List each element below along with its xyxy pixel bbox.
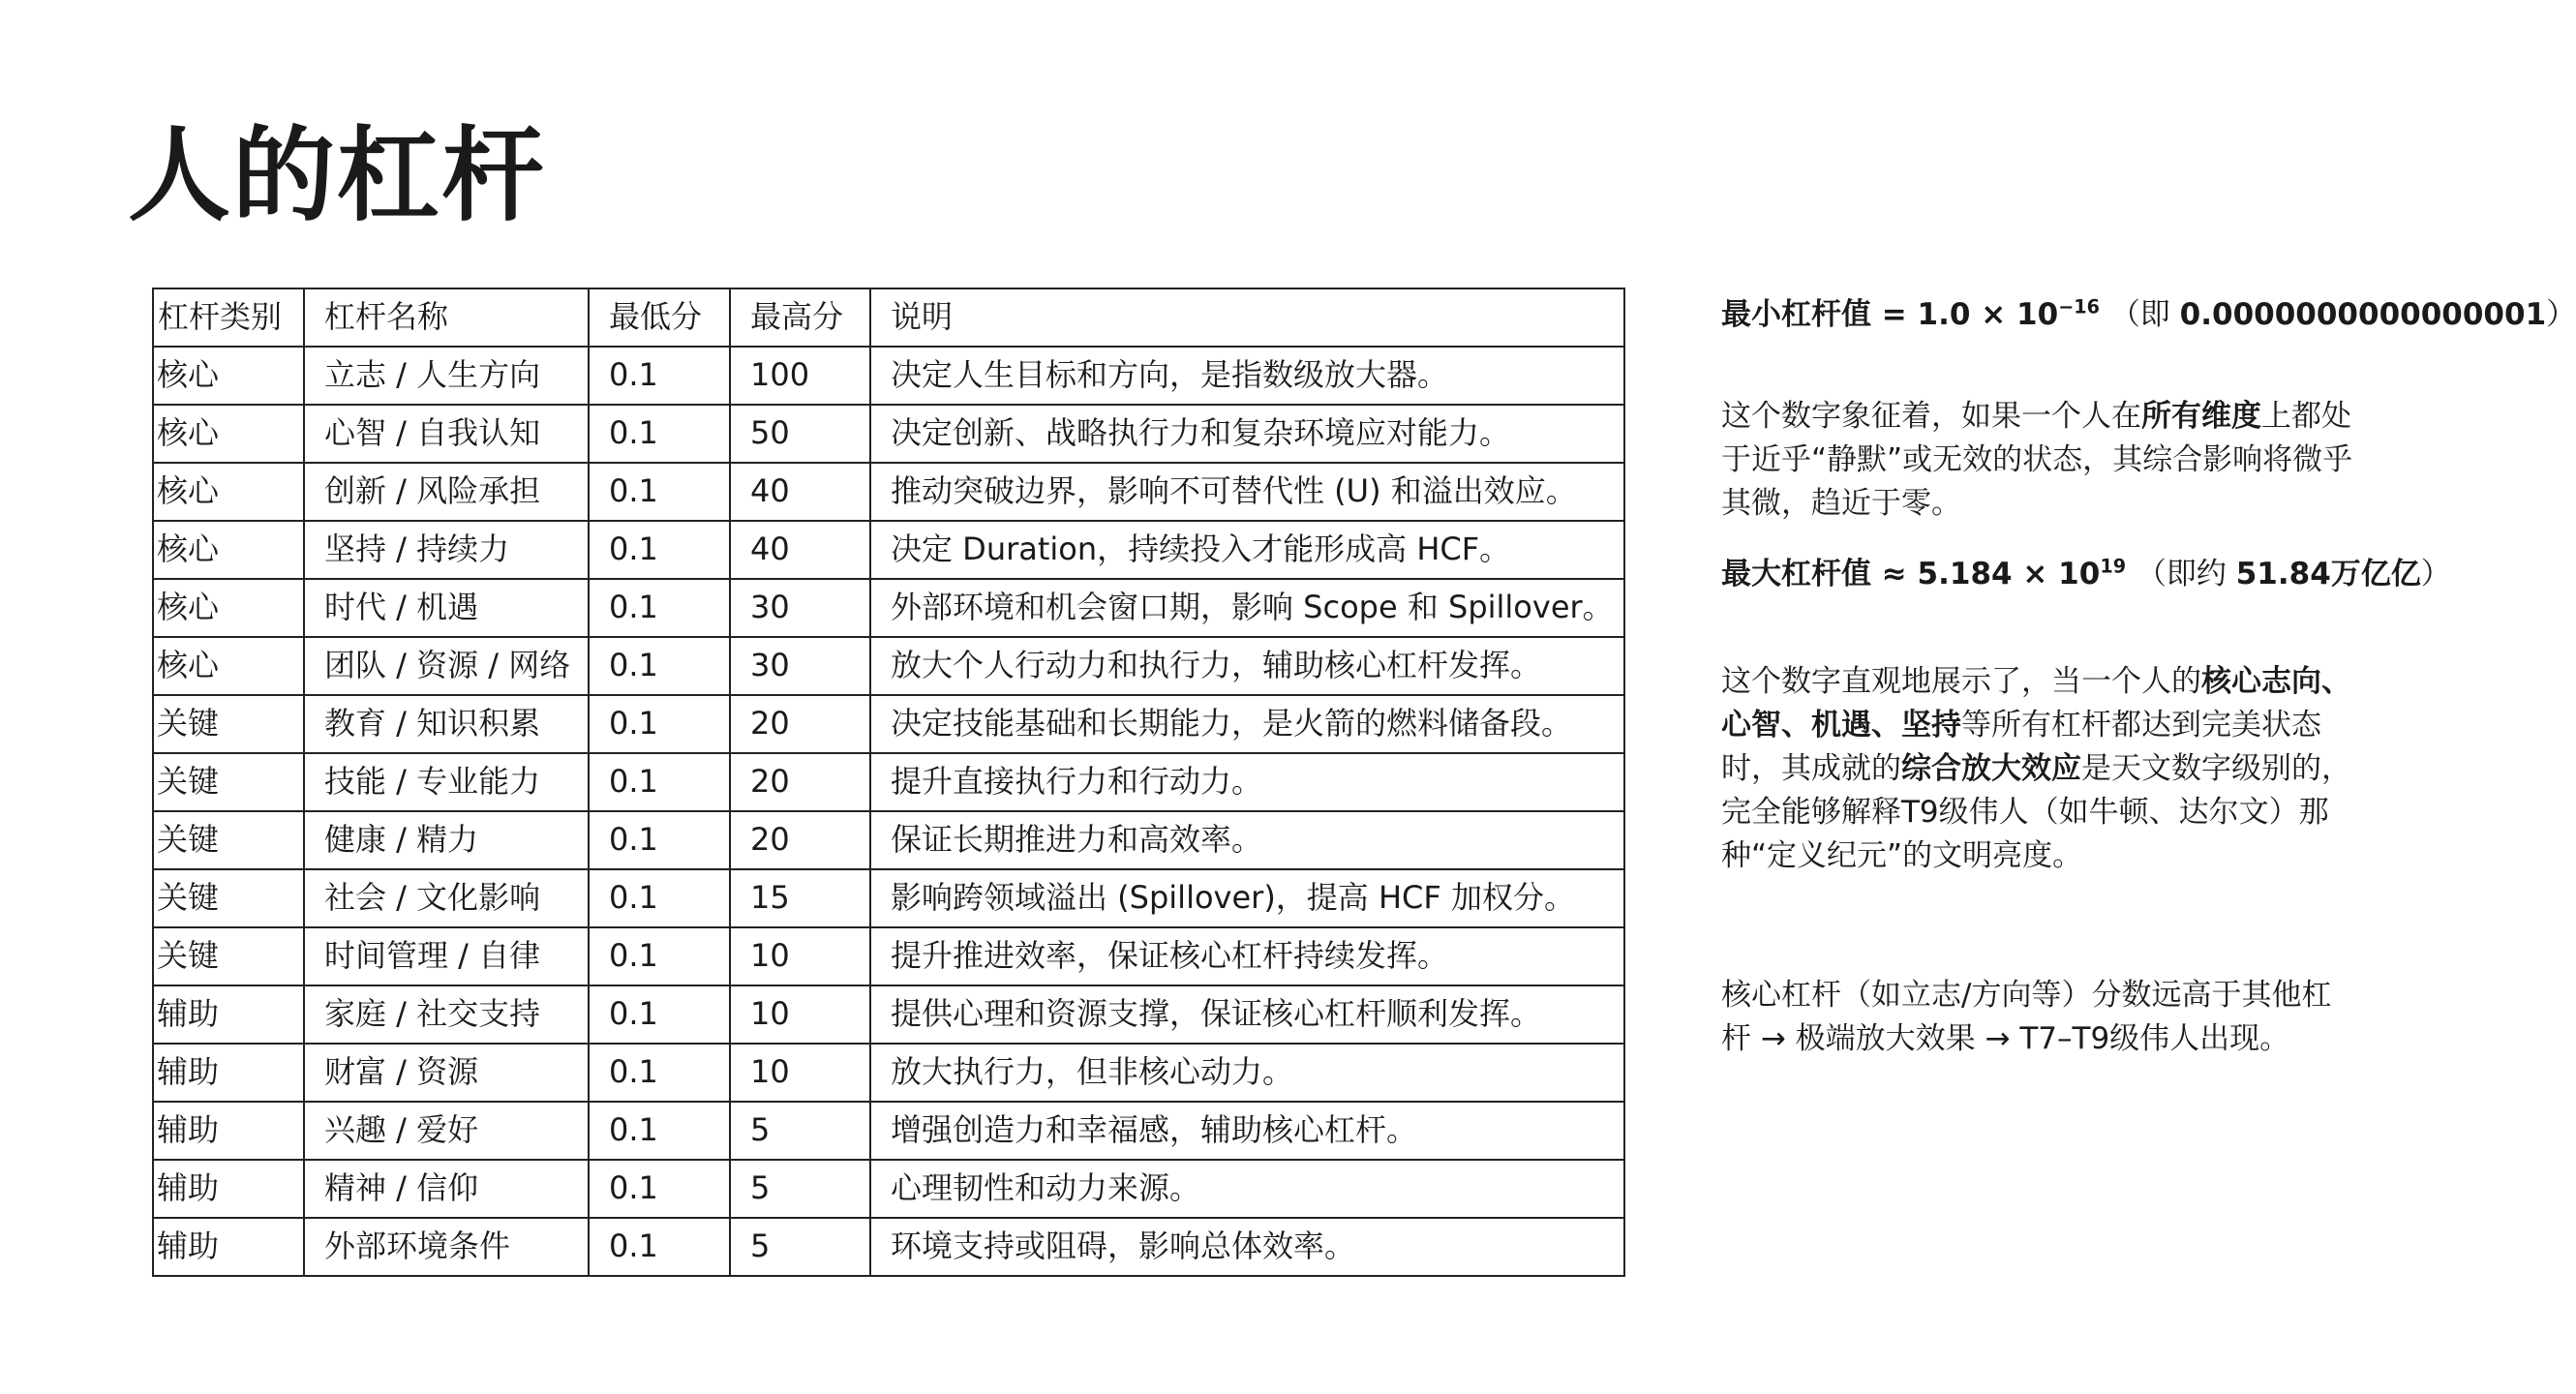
cell-description: 放大执行力，但非核心动力。 bbox=[870, 1044, 1624, 1102]
max-lever-approx: 51.84万亿亿 bbox=[2235, 557, 2421, 591]
table-row bbox=[153, 521, 1624, 579]
cell-lever-name: 时间管理 / 自律 bbox=[304, 927, 589, 985]
max-para-text-2: 等所有杠杆都达到完美状态时，其成就的 bbox=[1721, 707, 2321, 786]
max-lever-label: 最大杠杆值 ≈ 5.184 × 10 bbox=[1721, 557, 2101, 591]
cell-max-score: 5 bbox=[730, 1160, 870, 1218]
core-lever-note: 核心杠杆（如立志/方向等）分数远高于其他杠杆 → 极端放大效果 → T7–T9级伟人出现。 bbox=[1721, 978, 2332, 1056]
cell-min-score: 0.1 bbox=[589, 753, 730, 811]
cell-max-score: 5 bbox=[730, 1218, 870, 1276]
cell-description: 推动突破边界，影响不可替代性 (U) 和溢出效应。 bbox=[870, 463, 1624, 521]
cell-description: 影响跨领域溢出 (Spillover)，提高 HCF 加权分。 bbox=[870, 869, 1624, 927]
header-max-score: 最高分 bbox=[730, 288, 870, 347]
cell-max-score: 20 bbox=[730, 695, 870, 753]
min-para-text-1: 这个数字象征着，如果一个人在 bbox=[1721, 399, 2141, 434]
cell-lever-name: 立志 / 人生方向 bbox=[304, 347, 589, 405]
table-row bbox=[153, 1160, 1624, 1218]
cell-description: 环境支持或阻碍，影响总体效率。 bbox=[870, 1218, 1624, 1276]
max-para-bold-2: 综合放大效应 bbox=[1901, 750, 2081, 786]
cell-lever-name: 精神 / 信仰 bbox=[304, 1160, 589, 1218]
cell-max-score: 50 bbox=[730, 405, 870, 463]
cell-max-score: 30 bbox=[730, 579, 870, 637]
min-lever-decimal: 0.0000000000000001 bbox=[2179, 297, 2547, 332]
cell-lever-type: 关键 bbox=[153, 695, 304, 753]
cell-lever-type: 核心 bbox=[153, 405, 304, 463]
cell-lever-name: 财富 / 资源 bbox=[304, 1044, 589, 1102]
cell-lever-type: 辅助 bbox=[153, 985, 304, 1044]
header-description: 说明 bbox=[870, 288, 1624, 347]
table-row bbox=[153, 1102, 1624, 1160]
max-para-text-3: 是天文数字级别的，完全能够解释T9级伟人（如牛顿、达尔文）那种“定义纪元”的文明亮度。 bbox=[1721, 750, 2351, 873]
cell-lever-type: 核心 bbox=[153, 347, 304, 405]
cell-lever-type: 关键 bbox=[153, 753, 304, 811]
cell-min-score: 0.1 bbox=[589, 695, 730, 753]
cell-description: 决定 Duration，持续投入才能形成高 HCF。 bbox=[870, 521, 1624, 579]
page-title: 人的杠杆 bbox=[128, 116, 546, 235]
table-row bbox=[153, 1044, 1624, 1102]
header-lever-type: 杠杆类别 bbox=[153, 288, 304, 347]
cell-description: 增强创造力和幸福感，辅助核心杠杆。 bbox=[870, 1102, 1624, 1160]
cell-max-score: 10 bbox=[730, 985, 870, 1044]
cell-max-score: 40 bbox=[730, 521, 870, 579]
cell-description: 提升直接执行力和行动力。 bbox=[870, 753, 1624, 811]
table-row bbox=[153, 753, 1624, 811]
max-lever-explanation bbox=[1721, 660, 2360, 878]
cell-lever-type: 关键 bbox=[153, 927, 304, 985]
min-lever-sub-open: （即 bbox=[2109, 297, 2180, 332]
cell-lever-type: 关键 bbox=[153, 811, 304, 869]
table-row bbox=[153, 927, 1624, 985]
cell-max-score: 40 bbox=[730, 463, 870, 521]
cell-min-score: 0.1 bbox=[589, 637, 730, 695]
cell-min-score: 0.1 bbox=[589, 347, 730, 405]
cell-description: 心理韧性和动力来源。 bbox=[870, 1160, 1624, 1218]
cell-description: 决定技能基础和长期能力，是火箭的燃料储备段。 bbox=[870, 695, 1624, 753]
cell-min-score: 0.1 bbox=[589, 521, 730, 579]
cell-lever-name: 家庭 / 社交支持 bbox=[304, 985, 589, 1044]
cell-lever-type: 核心 bbox=[153, 521, 304, 579]
max-para-bold-1: 核心志向、心智、机遇、坚持 bbox=[1721, 664, 2351, 742]
cell-min-score: 0.1 bbox=[589, 579, 730, 637]
cell-description: 决定创新、战略执行力和复杂环境应对能力。 bbox=[870, 405, 1624, 463]
cell-max-score: 20 bbox=[730, 811, 870, 869]
cell-lever-type: 核心 bbox=[153, 579, 304, 637]
min-lever-explanation bbox=[1721, 395, 2360, 526]
max-lever-sub-open: （即约 bbox=[2136, 557, 2236, 591]
table-row bbox=[153, 463, 1624, 521]
cell-max-score: 30 bbox=[730, 637, 870, 695]
min-para-text-2: 上都处于近乎“静默”或无效的状态，其综合影响将微乎其微，趋近于零。 bbox=[1721, 399, 2353, 521]
cell-min-score: 0.1 bbox=[589, 1218, 730, 1276]
cell-description: 保证长期推进力和高效率。 bbox=[870, 811, 1624, 869]
cell-lever-type: 辅助 bbox=[153, 1160, 304, 1218]
lever-table bbox=[152, 288, 1625, 1277]
min-para-bold: 所有维度 bbox=[2141, 399, 2261, 434]
cell-description: 提供心理和资源支撑，保证核心杠杆顺利发挥。 bbox=[870, 985, 1624, 1044]
cell-lever-type: 核心 bbox=[153, 463, 304, 521]
cell-lever-name: 健康 / 精力 bbox=[304, 811, 589, 869]
cell-lever-name: 社会 / 文化影响 bbox=[304, 869, 589, 927]
cell-lever-type: 关键 bbox=[153, 869, 304, 927]
cell-min-score: 0.1 bbox=[589, 985, 730, 1044]
table-header-row bbox=[153, 288, 1624, 347]
min-lever-label: 最小杠杆值 = 1.0 × 10 bbox=[1721, 297, 2059, 332]
max-lever-sub-close: ） bbox=[2420, 557, 2451, 591]
min-lever-sub-close: ） bbox=[2546, 297, 2576, 332]
cell-max-score: 5 bbox=[730, 1102, 870, 1160]
cell-lever-type: 辅助 bbox=[153, 1218, 304, 1276]
table-row bbox=[153, 869, 1624, 927]
header-min-score: 最低分 bbox=[589, 288, 730, 347]
cell-lever-name: 创新 / 风险承担 bbox=[304, 463, 589, 521]
cell-max-score: 100 bbox=[730, 347, 870, 405]
table-row bbox=[153, 1218, 1624, 1276]
cell-lever-name: 时代 / 机遇 bbox=[304, 579, 589, 637]
cell-lever-name: 心智 / 自我认知 bbox=[304, 405, 589, 463]
max-lever-exponent: 19 bbox=[2100, 555, 2127, 578]
min-lever-exponent: −16 bbox=[2058, 295, 2101, 318]
table-row bbox=[153, 637, 1624, 695]
table-row bbox=[153, 985, 1624, 1044]
cell-description: 放大个人行动力和执行力，辅助核心杠杆发挥。 bbox=[870, 637, 1624, 695]
table-row bbox=[153, 811, 1624, 869]
cell-max-score: 20 bbox=[730, 753, 870, 811]
cell-lever-name: 兴趣 / 爱好 bbox=[304, 1102, 589, 1160]
cell-max-score: 15 bbox=[730, 869, 870, 927]
cell-lever-name: 团队 / 资源 / 网络 bbox=[304, 637, 589, 695]
cell-lever-name: 坚持 / 持续力 bbox=[304, 521, 589, 579]
cell-lever-type: 辅助 bbox=[153, 1102, 304, 1160]
cell-max-score: 10 bbox=[730, 927, 870, 985]
cell-min-score: 0.1 bbox=[589, 927, 730, 985]
cell-min-score: 0.1 bbox=[589, 1160, 730, 1218]
cell-lever-name: 外部环境条件 bbox=[304, 1218, 589, 1276]
cell-min-score: 0.1 bbox=[589, 1044, 730, 1102]
cell-min-score: 0.1 bbox=[589, 1102, 730, 1160]
cell-min-score: 0.1 bbox=[589, 811, 730, 869]
table-row bbox=[153, 579, 1624, 637]
table-row bbox=[153, 347, 1624, 405]
cell-lever-type: 核心 bbox=[153, 637, 304, 695]
max-lever-heading bbox=[1721, 553, 2467, 596]
cell-min-score: 0.1 bbox=[589, 463, 730, 521]
cell-min-score: 0.1 bbox=[589, 869, 730, 927]
table-row bbox=[153, 405, 1624, 463]
header-lever-name: 杠杆名称 bbox=[304, 288, 589, 347]
max-para-text-1: 这个数字直观地展示了，当一个人的 bbox=[1721, 664, 2201, 699]
cell-lever-name: 教育 / 知识积累 bbox=[304, 695, 589, 753]
cell-max-score: 10 bbox=[730, 1044, 870, 1102]
cell-description: 决定人生目标和方向，是指数级放大器。 bbox=[870, 347, 1624, 405]
cell-description: 提升推进效率，保证核心杠杆持续发挥。 bbox=[870, 927, 1624, 985]
min-lever-heading bbox=[1721, 293, 2576, 337]
cell-description: 外部环境和机会窗口期，影响 Scope 和 Spillover。 bbox=[870, 579, 1624, 637]
cell-lever-name: 技能 / 专业能力 bbox=[304, 753, 589, 811]
cell-min-score: 0.1 bbox=[589, 405, 730, 463]
cell-lever-type: 辅助 bbox=[153, 1044, 304, 1102]
table-row bbox=[153, 695, 1624, 753]
